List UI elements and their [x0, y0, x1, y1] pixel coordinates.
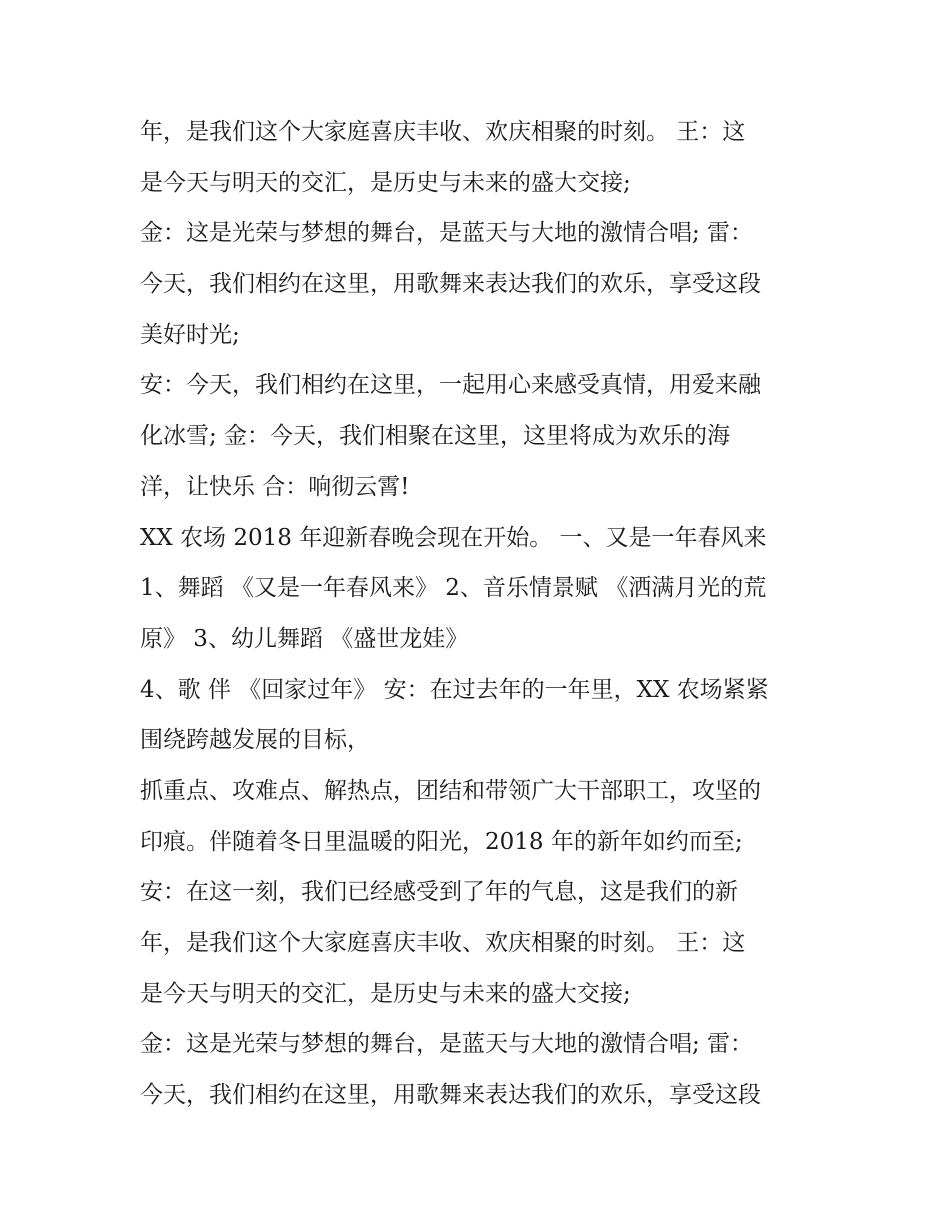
text-line: 1、舞蹈 《又是一年春风来》 2、音乐情景赋 《洒满月光的荒 [140, 575, 767, 602]
text-line: 化冰雪; 金：今天，我们相聚在这里，这里将成为欢乐的海 [140, 423, 731, 450]
text-line: 美好时光; [140, 321, 240, 348]
text-line: 围绕跨越发展的目标， [140, 727, 370, 754]
text-line: 印痕。伴随着冬日里温暖的阳光，2018 年的新年如约而至; [140, 828, 743, 855]
text-line: 年，是我们这个大家庭喜庆丰收、欢庆相聚的时刻。 王：这 [140, 119, 746, 145]
text-line: XX 农场 2018 年迎新春晚会现在开始。 一、又是一年春风来 [140, 524, 767, 551]
text-line: 安：在这一刻，我们已经感受到了年的气息，这是我们的新 [140, 879, 738, 906]
text-line: 抓重点、攻难点、解热点，团结和带领广大干部职工，攻坚的 [140, 777, 761, 804]
text-line: 今天，我们相约在这里，用歌舞来表达我们的欢乐，享受这段 [140, 1082, 761, 1109]
text-line: 是今天与明天的交汇，是历史与未来的盛大交接; [140, 169, 631, 196]
text-line: 洋，让快乐 合：响彻云霄! [140, 473, 410, 500]
text-line: 4、歌 伴 《回家过年》 安：在过去年的一年里，XX 农场紧紧 [140, 676, 769, 703]
text-line: 原》 3、幼儿舞蹈 《盛世龙娃》 [140, 625, 469, 652]
text-line: 今天，我们相约在这里，用歌舞来表达我们的欢乐，享受这段 [140, 271, 761, 298]
text-line: 金：这是光荣与梦想的舞台，是蓝天与大地的激情合唱; 雷： [140, 1031, 754, 1058]
text-line: 是今天与明天的交汇，是历史与未来的盛大交接; [140, 980, 631, 1007]
text-line: 金：这是光荣与梦想的舞台，是蓝天与大地的激情合唱; 雷： [140, 220, 754, 247]
text-line: 安：今天，我们相约在这里，一起用心来感受真情，用爱来融 [140, 372, 761, 399]
text-line: 年，是我们这个大家庭喜庆丰收、欢庆相聚的时刻。 王：这 [140, 930, 746, 956]
body-text [140, 107, 830, 1121]
